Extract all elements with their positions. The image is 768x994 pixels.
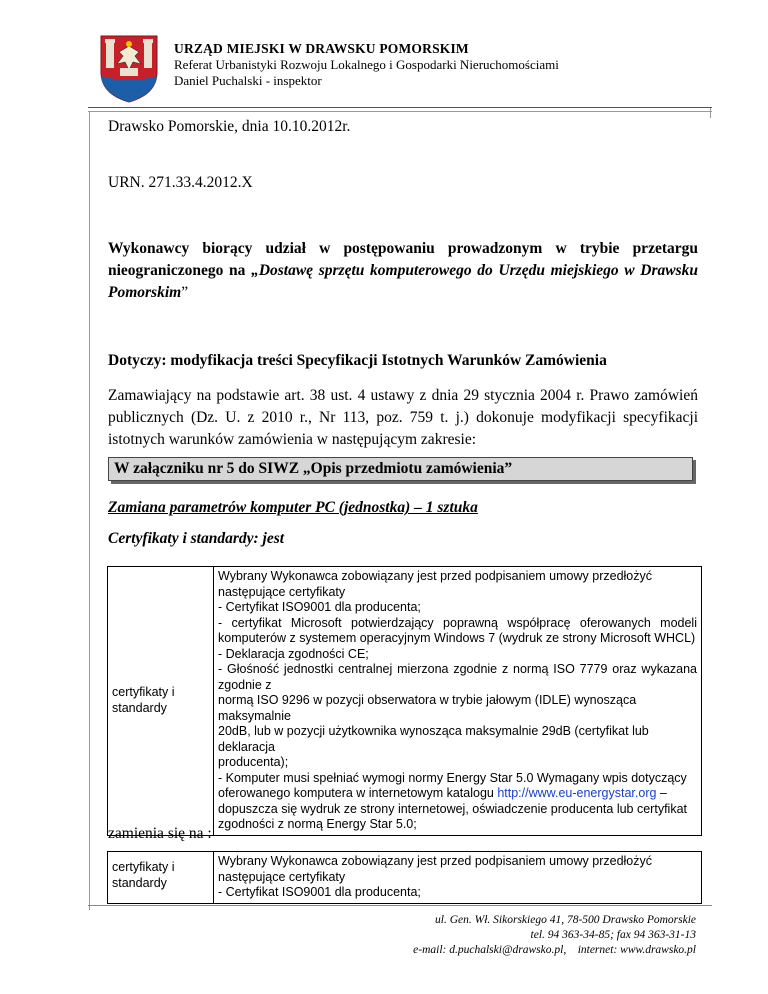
right-margin-tick <box>710 108 711 118</box>
intro-line-1: Zamawiający na podstawie art. 38 ust. 4 ustawy z dnia 29 stycznia 2004 r. Prawo zamówień <box>108 387 698 404</box>
label-line-1: certyfikaty i <box>112 685 175 700</box>
intro-line-2: publicznych (Dz. U. z 2010 r., Nr 113, poz. 759 t. j.) dokonuje modyfikacji specyfikacji <box>108 409 698 426</box>
date-line: Drawsko Pomorskie, dnia 10.10.2012r. <box>108 118 351 135</box>
spec-line: - Komputer musi spełniać wymogi normy Energy Star 5.0 Wymagany wpis dotyczący <box>218 770 687 785</box>
subject-line: Dotyczy: modyfikacja treści Specyfikacji Istotnych Warunków Zamówienia <box>108 352 607 369</box>
certificates-heading: Certyfikaty i standardy: jest <box>108 530 285 547</box>
change-heading: Zamiana parametrów komputer PC (jednostka) – 1 sztuka <box>108 499 478 516</box>
reference-number: URN. 271.33.4.2012.X <box>108 174 253 191</box>
addressee-line-3a: Pomorskim <box>108 284 182 301</box>
label-line-2: standardy <box>112 875 167 890</box>
footer <box>413 913 696 958</box>
letterhead <box>174 41 559 89</box>
spec-line: zgodności z normą Energy Star 5.0; <box>218 817 417 831</box>
spec-line-with-link <box>218 786 697 802</box>
footer-divider <box>88 905 712 906</box>
department-name: Referat Urbanistyki Rozwoju Lokalnego i Gospodarki Nieruchomościami <box>174 57 559 72</box>
footer-phones: tel. 94 363-34-85; fax 94 363-31-13 <box>530 929 696 941</box>
spec-line: Wybrany Wykonawca zobowiązany jest przed podpisaniem umowy przedłożyć <box>218 569 652 583</box>
replace-label: zamienia się na : <box>108 825 212 842</box>
table-row <box>108 852 702 904</box>
table-label-cell <box>108 567 214 836</box>
intro-paragraph <box>108 385 698 451</box>
left-margin-line <box>89 112 90 910</box>
table-value-cell <box>214 852 702 904</box>
spec-line: - Deklaracja zgodności CE; <box>218 646 369 661</box>
spec-line: normą ISO 9296 w pozycji obserwatora w trybie jałowym (IDLE) wynosząca maksymalnie <box>218 693 637 723</box>
coat-of-arms-icon <box>98 32 160 104</box>
addressee-line-2b: „Dostawę sprzętu komputerowego do Urzędu miejskiego w Drawsku <box>251 262 698 279</box>
spec-line: - Certyfikat ISO9001 dla producenta; <box>218 885 421 899</box>
addressee-line-1: Wykonawcy biorący udział w postępowaniu prowadzonym w trybie przetargu <box>108 240 698 257</box>
spec-line: Wybrany Wykonawca zobowiązany jest przed podpisaniem umowy przedłożyć <box>218 854 652 868</box>
energystar-link[interactable]: http://www.eu-energystar.org <box>497 786 657 800</box>
header-divider <box>88 107 712 108</box>
spec-line: dopuszcza się wydruk ze strony internetowej, oświadczenie producenta lub certyfikat <box>218 801 687 816</box>
addressee <box>108 238 698 304</box>
addressee-line-3b: ” <box>181 284 189 301</box>
header-divider-thin <box>88 111 712 112</box>
spec-table-current <box>107 566 702 836</box>
office-name: URZĄD MIEJSKI W DRAWSKU POMORSKIM <box>174 41 469 56</box>
spec-line: następujące certyfikaty <box>218 584 346 599</box>
spec-line: - Certyfikat ISO9001 dla producenta; <box>218 600 421 614</box>
spec-table-new <box>107 851 702 904</box>
table-value-cell <box>214 567 702 836</box>
addressee-line-2 <box>108 260 698 282</box>
spec-line: następujące certyfikaty <box>218 869 346 884</box>
addressee-line-2a: nieograniczonego na <box>108 262 252 279</box>
intro-line-3: istotnych warunków zamówienia w następującym zakresie: <box>108 431 477 448</box>
spec-line: - Głośność jednostki centralnej mierzona zgodnie z normą ISO 7779 oraz wykazana <box>218 662 697 676</box>
author-name: Daniel Puchalski - inspektor <box>174 73 322 88</box>
label-line-2: standardy <box>112 700 167 715</box>
spec-line-dash: – <box>656 786 667 800</box>
footer-address: ul. Gen. Wł. Sikorskiego 41, 78-500 Drawsko Pomorskie <box>435 914 696 926</box>
spec-line: producenta); <box>218 755 289 769</box>
section-box: W załączniku nr 5 do SIWZ „Opis przedmiotu zamówienia” <box>108 457 693 481</box>
spec-line: 20dB, lub w pozycji użytkownika wynosząca maksymalnie 29dB (certyfikat lub deklaracja <box>218 724 649 754</box>
spec-line: - certyfikat Microsoft potwierdzający poprawną współpracę oferowanych modeli <box>218 615 697 630</box>
table-row <box>108 567 702 836</box>
footer-contact: e-mail: d.puchalski@drawsko.pl, internet: www.drawsko.pl <box>413 944 696 956</box>
table-label-cell <box>108 852 214 904</box>
spec-line: komputerów z systemem operacyjnym Windows 7 (wydruk ze strony Microsoft WHCL) <box>218 631 696 645</box>
spec-line-text: oferowanego komputera w internetowym katalogu <box>218 786 498 800</box>
addressee-line-3 <box>108 282 698 304</box>
spec-line: zgodnie z <box>218 677 272 692</box>
label-line-1: certyfikaty i <box>112 860 175 874</box>
